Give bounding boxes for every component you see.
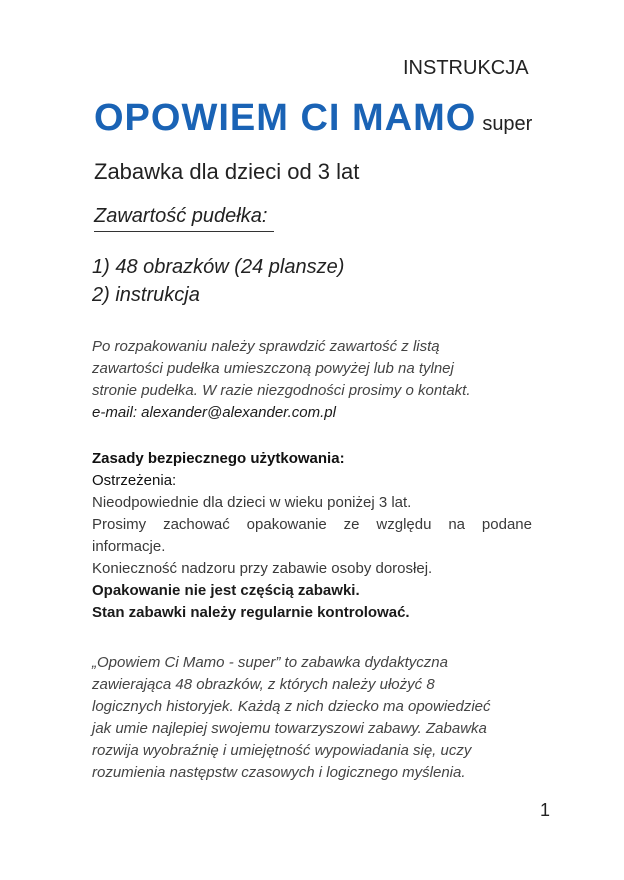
safety-section	[92, 448, 532, 624]
description-paragraph	[92, 652, 532, 784]
contents-item: 2) instrukcja	[92, 284, 200, 306]
intro-line: stronie pudełka. W razie niezgodności prosimy o kontakt.	[92, 382, 471, 399]
warning-label: Ostrzeżenia:	[92, 472, 177, 489]
contents-list	[92, 253, 344, 309]
description-line: „Opowiem Ci Mamo - super” to zabawka dydaktyczna	[92, 654, 448, 671]
email-line: e-mail: alexander@alexander.com.pl	[92, 404, 336, 421]
safety-line: Konieczność nadzoru przy zabawie osoby dorosłej.	[92, 560, 433, 577]
intro-paragraph	[92, 336, 532, 424]
document-header: INSTRUKCJA	[403, 57, 529, 79]
title-row	[94, 97, 532, 140]
description-line: jak umie najlepiej swojemu towarzyszowi zabawy. Zabawka	[92, 720, 487, 737]
intro-line: Po rozpakowaniu należy sprawdzić zawartość z listą	[92, 338, 440, 355]
title-suffix: super	[482, 113, 533, 135]
contents-item: 1) 48 obrazków (24 plansze)	[92, 256, 345, 278]
contents-heading: Zawartość pudełka:	[94, 205, 274, 232]
description-line: rozumienia następstw czasowych i logicznego myślenia.	[92, 764, 466, 781]
description-line: rozwija wyobraźnię i umiejętność wypowiadania się, uczy	[92, 742, 472, 759]
safety-line: Nieodpowiednie dla dzieci w wieku poniżej 3 lat.	[92, 494, 412, 511]
intro-line: zawartości pudełka umieszczoną powyżej lub na tylnej	[92, 360, 454, 377]
safety-heading: Zasady bezpiecznego użytkowania:	[92, 450, 345, 467]
product-title: OPOWIEM CI MAMO	[94, 97, 477, 139]
safety-line: Opakowanie nie jest częścią zabawki.	[92, 582, 360, 599]
description-line: logicznych historyjek. Każdą z nich dziecko ma opowiedzieć	[92, 698, 491, 715]
page-number: 1	[540, 800, 551, 820]
safety-line: Stan zabawki należy regularnie kontrolować.	[92, 604, 410, 621]
subtitle: Zabawka dla dzieci od 3 lat	[94, 159, 360, 184]
safety-line: Prosimy zachować opakowanie ze względu na podane informacje.	[92, 516, 532, 555]
description-line: zawierająca 48 obrazków, z których należy ułożyć 8	[92, 676, 435, 693]
